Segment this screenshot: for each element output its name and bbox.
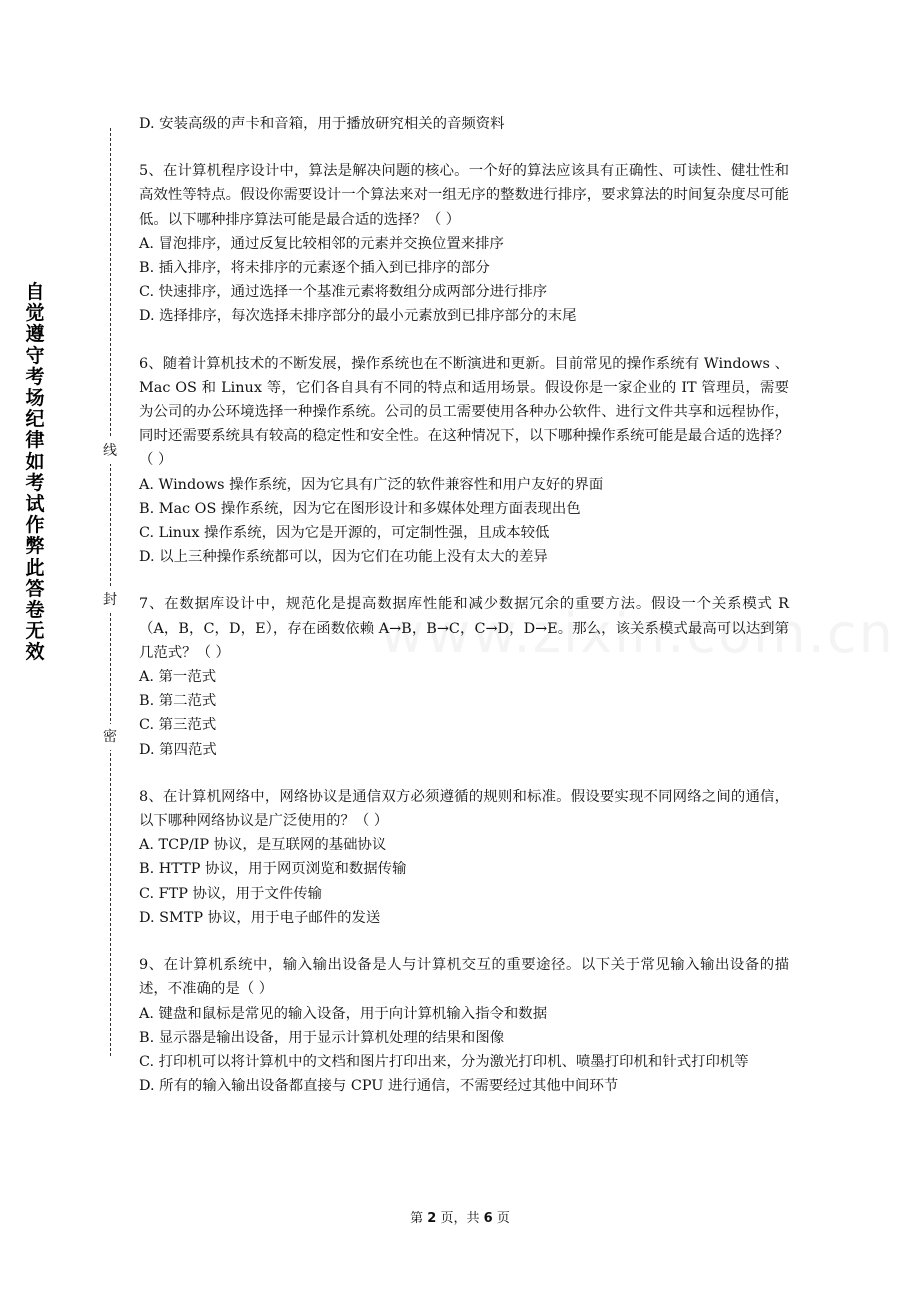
question-stem: 9、在计算机系统中，输入输出设备是人与计算机交互的重要途径。以下关于常见输入输出设备的描述，不准确的是（ ） [139,957,789,998]
option-d: D. SMTP 协议，用于电子邮件的发送 [139,909,381,926]
question-9 [139,953,789,1098]
question-8 [139,785,789,930]
question-stem: 5、在计算机程序设计中，算法是解决问题的核心。一个好的算法应该具有正确性、可读性、健壮性和高效性等特点。假设你需要设计一个算法来对一组无序的整数进行排序，要求算法的时间复杂度尽可能低。以下哪种排序算法可能是最合适的选择？（ ） [139,163,789,228]
option-a: A. 冒泡排序，通过反复比较相邻的元素并交换位置来排序 [139,235,504,252]
binding-mark-secret: 密 [101,724,119,750]
option-d: D. 第四范式 [139,741,217,758]
question-content [139,112,789,1098]
option-a: A. Windows 操作系统，因为它具有广泛的软件兼容性和用户友好的界面 [139,476,604,493]
option-b: B. 显示器是输出设备，用于显示计算机处理的结果和图像 [139,1029,505,1046]
footer-prefix: 第 [410,1211,424,1226]
option-b: B. HTTP 协议，用于网页浏览和数据传输 [139,861,407,878]
lead-option: D. 安装高级的声卡和音箱，用于播放研究相关的音频资料 [139,116,505,132]
option-d: D. 选择排序，每次选择未排序部分的最小元素放到已排序部分的末尾 [139,308,577,325]
page-footer [0,1207,920,1226]
footer-middle: 页，共 [440,1211,480,1226]
binding-mark-seal: 封 [101,587,119,613]
option-c: C. 打印机可以将计算机中的文档和图片打印出来，分为激光打印机、喷墨打印机和针式打印机等 [139,1053,749,1070]
option-c: C. 快速排序，通过选择一个基准元素将数组分成两部分进行排序 [139,284,548,301]
question-stem: 8、在计算机网络中，网络协议是通信双方必须遵循的规则和标准。假设要实现不同网络之间的通信，以下哪种网络协议是广泛使用的？（ ） [139,788,789,830]
footer-total-pages: 6 [483,1211,493,1226]
option-d: D. 以上三种操作系统都可以，因为它们在功能上没有太大的差异 [139,549,548,566]
exam-discipline-notice: 自觉遵守考场纪律如考试作弊此答卷无效 [25,281,45,664]
question-stem: 6、随着计算机技术的不断发展，操作系统也在不断演进和更新。目前常见的操作系统有 Windows 、Mac OS 和 Linux 等，它们各自具有不同的特点和适用场景。假设你是一家企业的 IT 管理员，需要为公司的办公环境选择一种操作系统。公司的员工需要使用各种办公软件、进行文件共享和远程协作，同时还需要系统具有较高的稳定性和安全性。在这种情况下，以下哪种操作系统可能是最合适的选择？（ ） [139,355,789,469]
footer-suffix: 页 [496,1211,510,1226]
option-d: D. 所有的输入输出设备都直接与 CPU 进行通信，不需要经过其他中间环节 [139,1078,619,1095]
binding-mark-line: 线 [101,438,119,464]
option-c: C. 第三范式 [139,717,217,734]
option-b: B. Mac OS 操作系统，因为它在图形设计和多媒体处理方面表现出色 [139,500,581,517]
question-stem: 7、在数据库设计中，规范化是提高数据库性能和减少数据冗余的重要方法。假设一个关系模式 R（A，B，C，D，E），存在函数依赖 A→B，B→C，C→D，D→E。那么，该关系模式最高可以达到第几范式？（ ） [139,596,789,661]
option-b: B. 第二范式 [139,693,217,710]
question-6 [139,352,789,570]
option-a: A. 键盘和鼠标是常见的输入设备，用于向计算机输入指令和数据 [139,1005,548,1022]
footer-page-number: 2 [427,1211,437,1226]
option-a: A. 第一范式 [139,669,217,686]
question-7 [139,592,789,761]
option-b: B. 插入排序，将未排序的元素逐个插入到已排序的部分 [139,260,490,277]
question-5 [139,159,789,328]
option-c: C. FTP 协议，用于文件传输 [139,885,323,902]
option-c: C. Linux 操作系统，因为它是开源的，可定制性强，且成本较低 [139,525,550,542]
option-a: A. TCP/IP 协议，是互联网的基础协议 [139,837,387,854]
